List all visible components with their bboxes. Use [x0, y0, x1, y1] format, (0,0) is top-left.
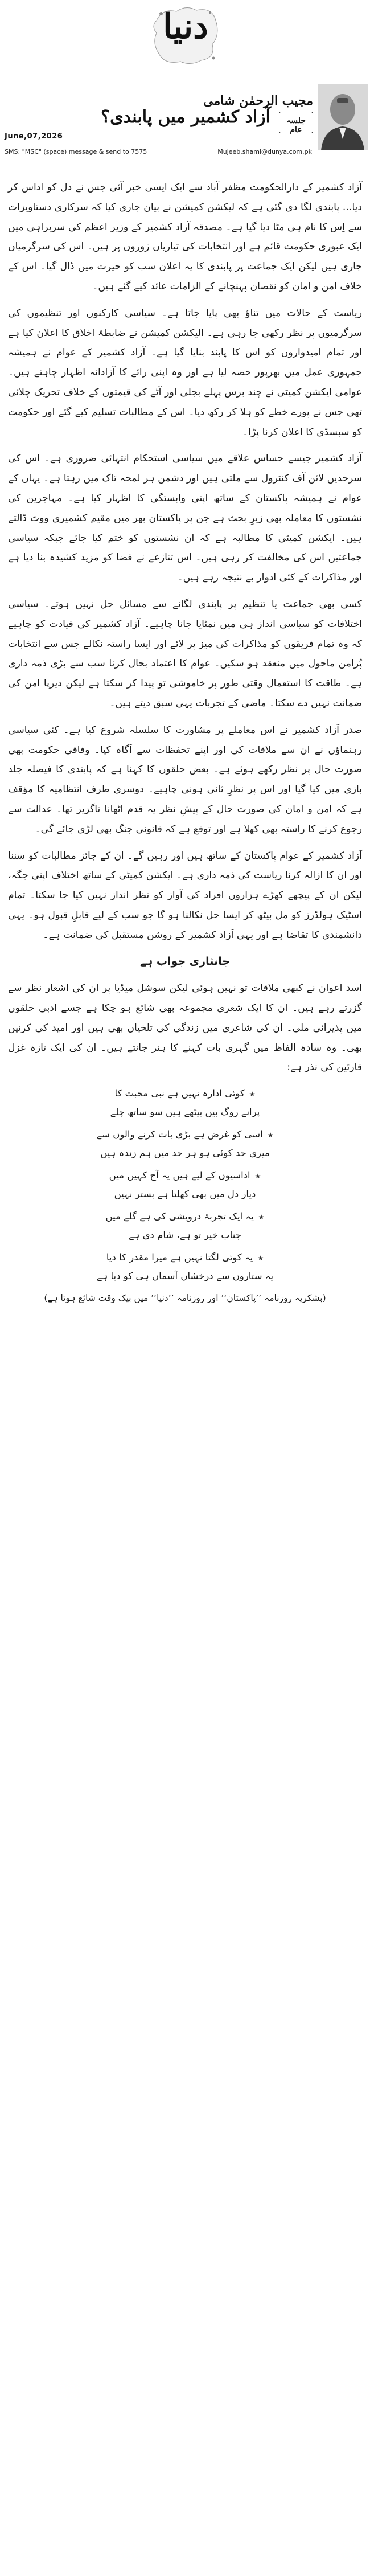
verse-bullet-icon: ★	[258, 1213, 265, 1222]
author-email: Mujeeb.shami@dunya.com.pk	[217, 148, 312, 155]
verse-text: میری حد کوئی ہو ہر حد میں ہم زندہ ہیں	[100, 1148, 270, 1159]
verse-text: یہ ستاروں سے درخشاں آسماں ہی کو دیا ہے	[96, 1271, 274, 1282]
poem-verse	[42, 1207, 328, 1226]
poem-verse	[42, 1226, 328, 1244]
poem-verse	[42, 1248, 328, 1267]
verse-text: پرانے روگ بیں بیٹھے ہیں سو ساتھ چلے	[110, 1107, 260, 1118]
verse-text: کوئی ادارہ نہیں ہے نبی محبت کا	[114, 1088, 245, 1099]
poem-verse	[42, 1084, 328, 1103]
masthead	[0, 0, 370, 74]
logo-wordmark: دنیا	[163, 7, 208, 47]
poem-stanza	[42, 1207, 328, 1244]
article-paragraph: صدر آزاد کشمیر نے اس معاملے پر مشاورت کا سلسلہ شروع کیا ہے۔ کئی سیاسی رہنماؤں نے ان سے ملاقات کی اور اپنے تحفظات سے آگاہ کیا۔ وفاقی حکومت بھی صورت حال پر نظر رکھے ہوئے ہے۔ بعض حلقوں کا کہنا ہے کہ پابندی کا فیصلہ جلد بازی میں کیا گیا اور اس پر نظرِ ثانی ہونی چاہیے۔ دوسری طرف انتظامیہ کا مؤقف ہے کہ امن و امان کی صورت حال کے پیشِ نظر یہ قدم اٹھانا ناگزیر تھا۔ عدالت سے رجوع کرنے کا راستہ بھی کھلا ہے اور توقع ہے کہ قانونی جنگ بھی لڑی جائے گی۔	[8, 724, 362, 835]
article-paragraph: آزاد کشمیر کے دارالحکومت مظفر آباد سے ایک ایسی خبر آئی جس نے دل کو اداس کر دیا... پابندی لگا دی گئی ہے کہ لیکشن کمیشن نے بیان جاری کیا کہ سرکاری دستاویزات سے اِس کا نام ہی مٹا دیا گیا ہے۔ مصدقہ آزاد کشمیر کے وزیر اعظم کی سربراہی میں ایک عبوری حکومت قائم ہے اور انتخابات کی تیاریاں زوروں پر ہیں۔ اس کی سرگرمیاں جاری ہیں لیکن ایک جماعت پر پابندی کا یہ اعلان سب کو حیرت میں ڈال گیا۔ اس کے خلاف امن و امان کو نقصان پہنچانے کے الزامات عائد کیے گئے ہیں۔	[8, 182, 362, 292]
section-subheading: جانثاری جواب ہے	[140, 955, 230, 968]
article-paragraph: آزاد کشمیر کے عوام پاکستان کے ساتھ ہیں اور رہیں گے۔ ان کے جائز مطالبات کو سننا اور ان کا ازالہ کرنا ریاست کی ذمہ داری ہے۔ ایکشن کمیٹی کے ساتھ اختلاف اپنی جگہ، لیکن ان کے پیچھے کھڑے ہزاروں افراد کی آواز کو نظر انداز نہیں کیا جا سکتا۔ تمام اسٹیک ہولڈرز کو مل بیٹھ کر ایسا حل نکالنا ہو گا جو سب کے لیے قابلِ قبول ہو۔ یہی دانشمندی کا تقاضا ہے اور یہی آزاد کشمیر کے روشن مستقبل کی ضمانت ہے۔	[8, 850, 362, 941]
author-name: مجیب الرحمٰن شامی	[203, 93, 313, 108]
article-paragraph: کسی بھی جماعت یا تنظیم پر پابندی لگانے سے مسائل حل نہیں ہوتے۔ سیاسی اختلافات کو سیاسی انداز ہی میں نمٹایا جانا چاہیے۔ آزاد کشمیر کی قیادت کو چاہیے کہ وہ تمام فریقوں کو مذاکرات کی میز پر لائے اور ایسا راستہ نکالے جس سے انتخابات پُرامن ماحول میں منعقد ہو سکیں۔ عوام کا اعتماد بحال کرنا سب سے بڑی ذمہ داری ہے۔ طاقت کا استعمال وقتی طور پر خاموشی تو پیدا کر سکتا ہے لیکن دیرپا امن کی ضمانت نہیں دے سکتا۔ ماضی کے تجربات یہی سبق دیتے ہیں۔	[8, 598, 362, 709]
poem-verse	[42, 1166, 328, 1185]
poem-verse	[42, 1125, 328, 1144]
publish-date: June,07,2026	[5, 132, 63, 141]
verse-bullet-icon: ★	[254, 1172, 261, 1181]
poem-stanza	[42, 1084, 328, 1121]
article-paragraph: آزاد کشمیر جیسے حساس علاقے میں سیاسی استحکام انتہائی ضروری ہے۔ اس کی سرحدیں لائن آف کنٹرول سے ملتی ہیں اور دشمن ہر لمحہ تاک میں رہتا ہے۔ یہاں کے عوام نے ہمیشہ پاکستان کے ساتھ اپنی وابستگی کا اظہار کیا ہے۔ مہاجرین کی نشستوں کا معاملہ بھی زیرِ بحث ہے جن پر پاکستان بھر میں مقیم کشمیری ووٹ ڈالتے ہیں۔ ایکشن کمیٹی کا مطالبہ ہے کہ ان نشستوں کو ختم کیا جائے جبکہ سیاسی جماعتیں اس کی مخالفت کر رہی ہیں۔ اس تنازعے نے فضا کو مزید کشیدہ بنا دیا ہے اور مذاکرات کے کئی ادوار بے نتیجہ رہے ہیں۔	[8, 453, 362, 584]
poem-verse	[42, 1267, 328, 1285]
poem-verse	[42, 1103, 328, 1121]
verse-text: جناب خیر تو ہے، شام دی ہے	[129, 1230, 241, 1241]
poem-verse	[42, 1185, 328, 1203]
verse-text: یہ کوئی لگتا نہیں ہے میرا مقدر کا دیا	[106, 1252, 253, 1263]
poem-stanza	[42, 1166, 328, 1203]
column-header	[0, 84, 370, 170]
contact-line	[5, 148, 312, 158]
verse-text: دیار دل میں بھی کھلتا ہے بستر نہیں	[114, 1189, 256, 1200]
author-portrait	[318, 84, 368, 150]
article-body	[8, 178, 362, 1307]
verse-bullet-icon: ★	[249, 1090, 256, 1099]
article-paragraph: اسد اعوان نے کبھی ملاقات تو نہیں ہوئی لیکن سوشل میڈیا پر ان کی اشعار نظر سے گزرتے رہے ہیں۔ ان کا ایک شعری مجموعہ بھی شائع ہو چکا ہے جسے ادبی حلقوں میں پذیرائی ملی۔ ان کی شاعری میں زندگی کی تلخیاں بھی ہیں اور امید کی کرنیں بھی۔ وہ سادہ الفاظ میں گہری بات کہنے کا ہنر جانتے ہیں۔ ان کی ایک تازہ غزل قارئین کی نذر ہے:	[8, 982, 362, 1074]
verse-bullet-icon: ★	[257, 1254, 264, 1263]
poem-stanza	[42, 1248, 328, 1285]
verse-text: اداسیوں کے لیے ہیں یہ آج کہیں میں	[109, 1170, 250, 1181]
poem-block	[8, 1084, 362, 1285]
column-title: آزاد کشمیر میں پابندی؟	[101, 107, 270, 127]
column-badge	[279, 112, 313, 133]
sms-instruction: SMS: "MSC" (space) message & send to 7575	[5, 148, 147, 155]
syndication-note: (بشکریہ روزنامہ ’’پاکستان‘‘ اور روزنامہ ’’دنیا‘‘ میں بیک وقت شائع ہوتا ہے)	[44, 1293, 326, 1304]
verse-text: یہ ایک تجربۂ درویشی کی ہے گلے میں	[105, 1211, 254, 1222]
newspaper-logo	[151, 3, 220, 67]
poem-stanza	[42, 1125, 328, 1162]
column-name: جلسہ عام	[286, 116, 306, 134]
verse-bullet-icon: ★	[267, 1131, 274, 1140]
article-paragraph: ریاست کے حالات میں تناؤ بھی پایا جاتا ہے۔ سیاسی کارکنوں اور تنظیموں کی سرگرمیوں پر نظر رکھی جا رہی ہے۔ الیکشن کمیشن نے ضابطۂ اخلاق کا اعلان کیا ہے اور تمام امیدواروں کو اس کا پابند بنایا گیا ہے۔ آزاد کشمیر کے عوام نے ہمیشہ جمہوری عمل میں بھرپور حصہ لیا ہے اور وہ اپنی رائے کا آزادانہ اظہار چاہتے ہیں۔ عوامی ایکشن کمیٹی نے چند برس پہلے بجلی اور آٹے کی قیمتوں کے خلاف تحریک چلائی تھی جس نے پورے خطے کو ہلا کر رکھ دیا۔ اس کے مطالبات تسلیم کیے گئے اور حکومت کو سبسڈی کا اعلان کرنا پڑا۔	[8, 307, 362, 438]
poem-verse	[42, 1144, 328, 1162]
verse-text: اسی کو غرض ہے بڑی بات کرنے والوں سے	[96, 1129, 263, 1140]
